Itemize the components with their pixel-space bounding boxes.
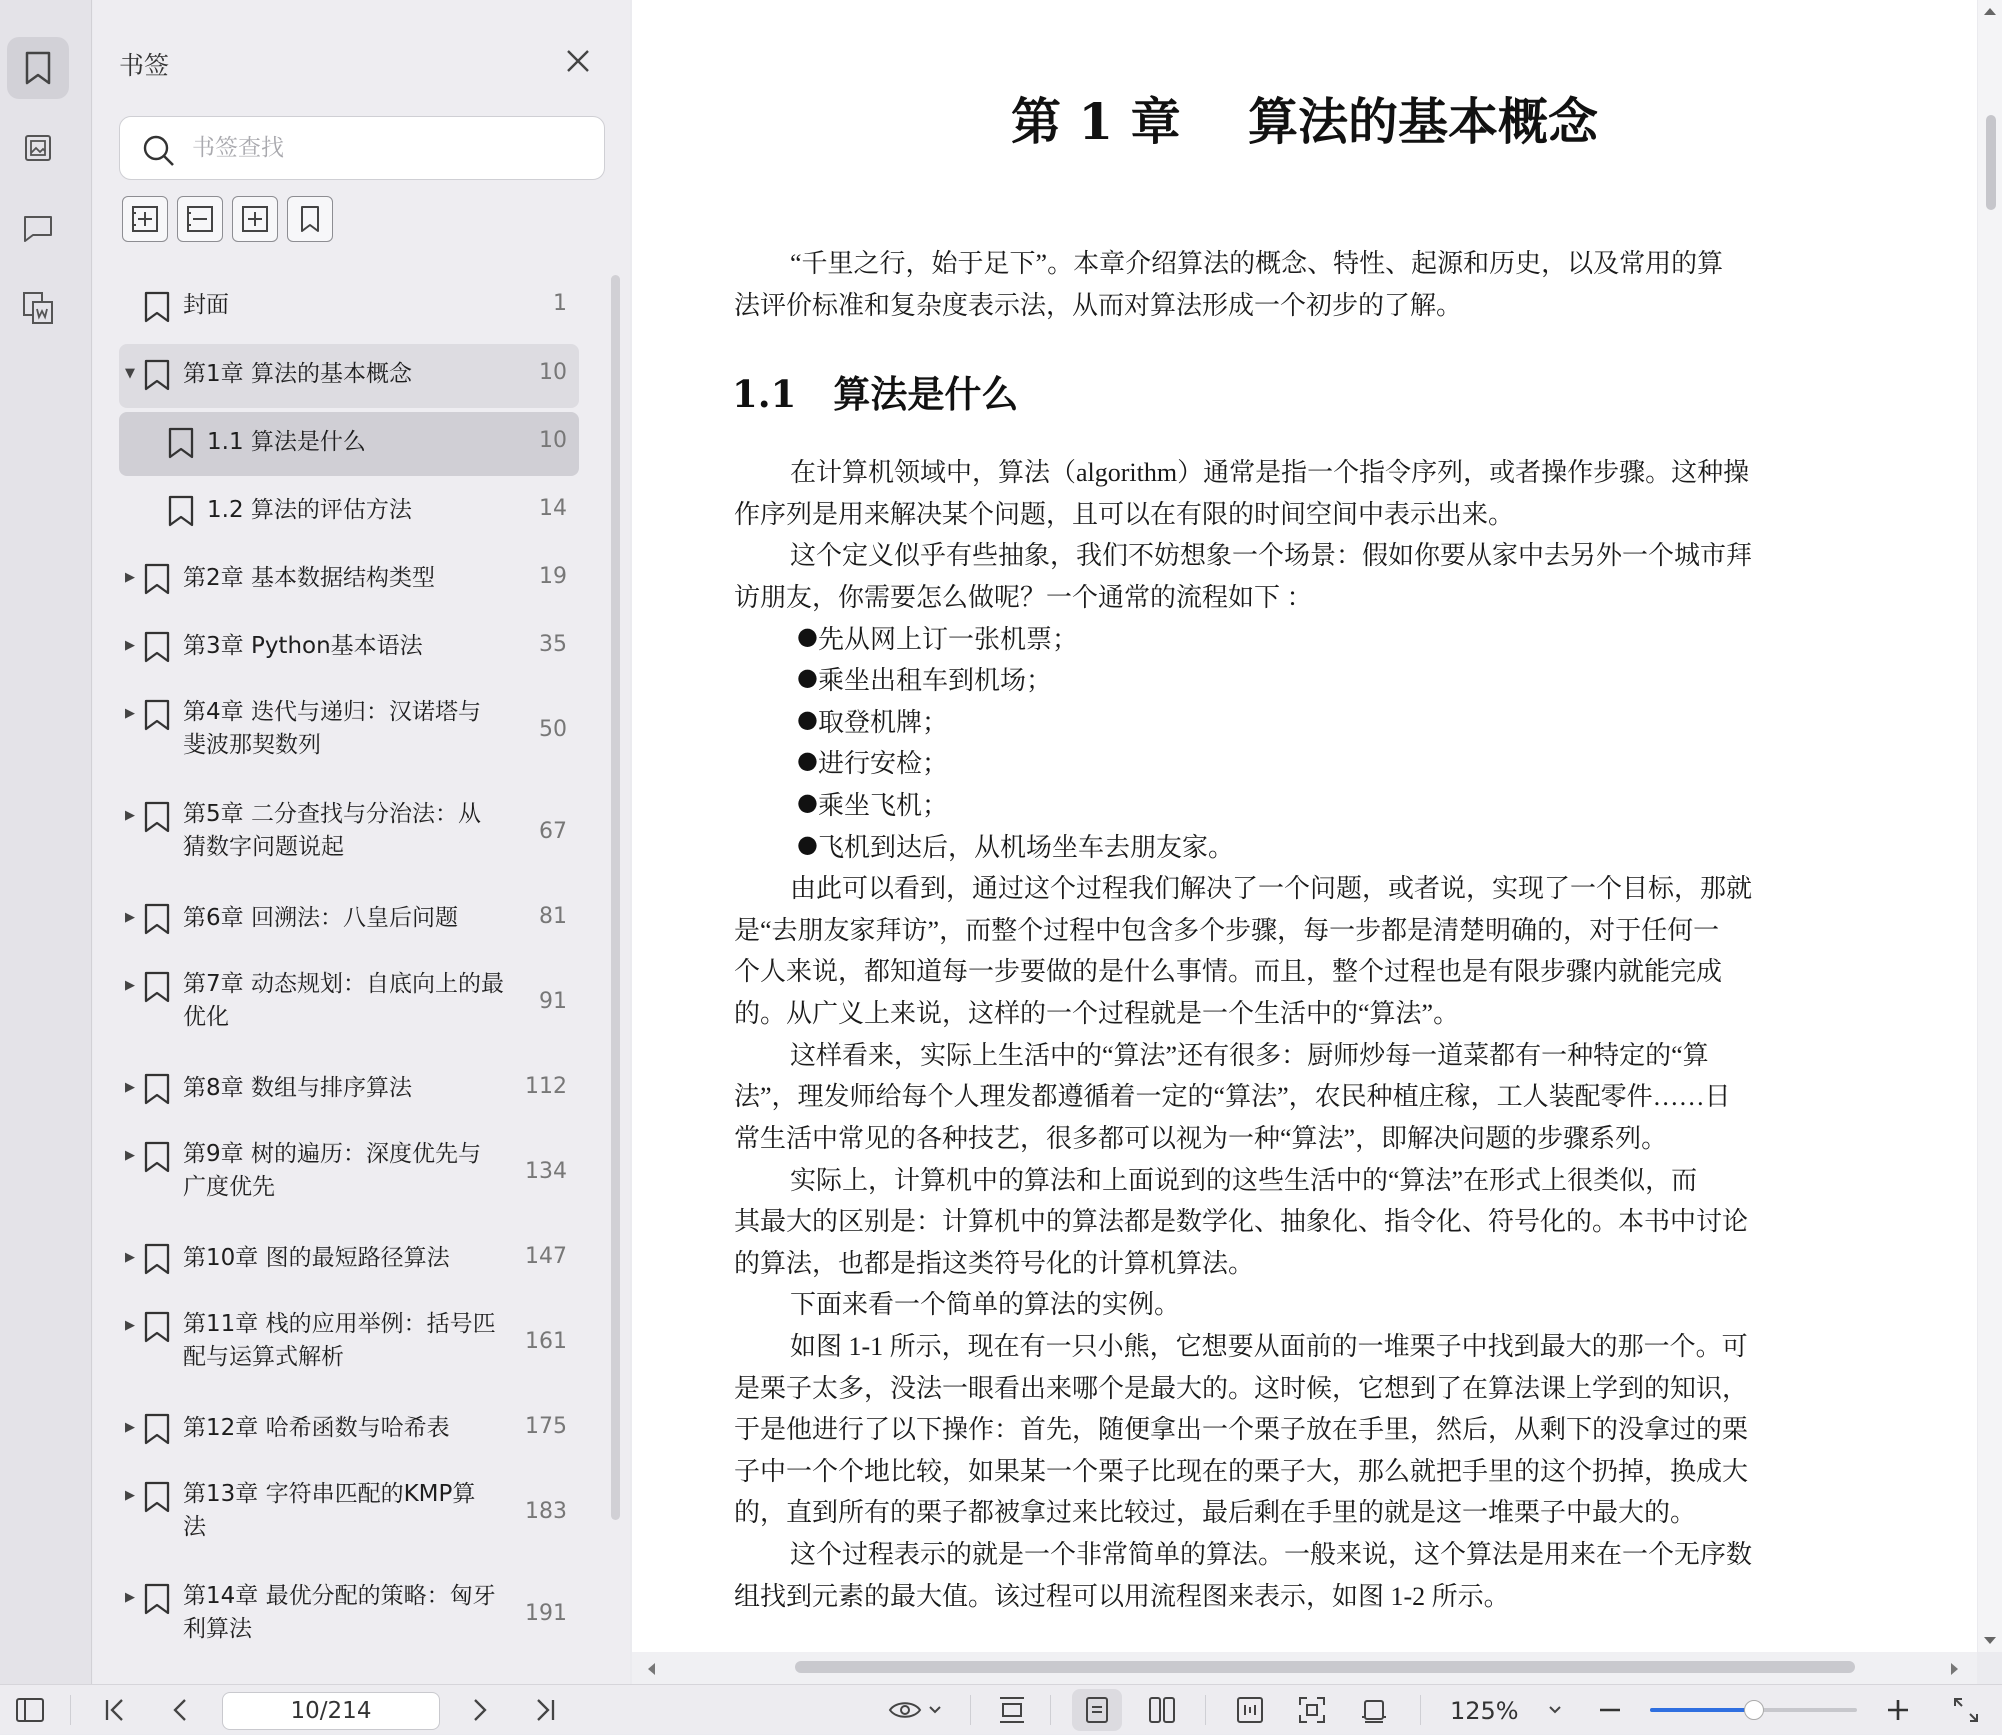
document-vertical-scrollbar[interactable] [1978,0,2002,1652]
scroll-up-icon[interactable] [1983,6,1997,16]
bookmark-label: 第8章 数组与排序算法 [183,1075,412,1101]
bookmark-item[interactable] [119,684,579,782]
bookmark-panel-button[interactable] [7,37,69,99]
expand-all-button[interactable] [122,196,168,242]
bookmark-item[interactable] [119,1296,579,1394]
bookmark-icon [143,699,171,731]
bullet-dot: ● [797,788,818,816]
bullet-dot: ● [797,746,818,774]
bookmark-current-button[interactable] [287,196,333,242]
collapse-all-icon [184,203,216,235]
bookmark-label-line2: 猜数字问题说起 [183,834,344,860]
next-page-button[interactable] [460,1685,500,1735]
scroll-right-icon[interactable] [1950,1662,1960,1676]
bookmark-page: 81 [539,904,567,929]
paragraph-line: 由此可以看到，通过这个过程我们解决了一个问题，或者说，实现了一个目标，那就 [790,874,1753,903]
close-icon [563,46,593,76]
expand-all-icon [129,203,161,235]
bookmark-icon [167,427,195,459]
chevron-right-icon [470,1697,490,1723]
collapsed-triangle-icon[interactable]: ▶ [125,808,135,823]
bookmark-label-line2: 利算法 [183,1616,252,1642]
view-mode-dropdown[interactable] [880,1685,950,1735]
separator [1205,1695,1206,1725]
bookmark-page: 183 [525,1499,567,1524]
bookmark-icon [143,563,171,595]
bullet-dot: ● [797,705,818,733]
expanded-triangle-icon[interactable]: ▼ [125,366,135,381]
bookmark-icon [143,291,171,323]
bookmark-item[interactable] [119,956,579,1054]
image-icon [23,133,53,163]
paragraph-line: 组找到元素的最大值。该过程可以用流程图来表示，如图 1-2 所示。 [734,1582,1510,1611]
zoom-dropdown[interactable] [1540,1685,1570,1735]
plus-icon [1886,1698,1910,1722]
bookmark-item[interactable] [119,548,579,612]
bookmark-item[interactable] [119,272,579,340]
fit-height-icon [997,1695,1027,1725]
bookmark-item[interactable] [119,344,579,408]
bookmark-page: 50 [539,717,567,742]
zoom-in-button[interactable] [1878,1685,1918,1735]
add-bookmark-button[interactable] [232,196,278,242]
bookmark-page: 112 [525,1074,567,1099]
fit-width-icon [1235,1695,1265,1725]
bookmark-label: 1.1 算法是什么 [207,429,366,455]
bookmark-page: 134 [525,1159,567,1184]
paragraph-line: 的算法，也都是指这类符号化的计算机算法。 [734,1249,1255,1278]
paragraph-line: 于是他进行了以下操作：首先，随便拿出一个栗子放在手里，然后，从剩下的没拿过的栗 [734,1415,1749,1444]
bookmark-page: 191 [525,1601,567,1626]
collapsed-triangle-icon[interactable]: ▶ [125,706,135,721]
chevron-down-icon [928,1705,942,1715]
collapsed-triangle-icon[interactable]: ▶ [125,1148,135,1163]
bookmark-item[interactable] [119,1058,579,1122]
first-page-button[interactable] [95,1685,135,1735]
bookmark-label: 第4章 迭代与递归：汉诺塔与 [183,699,481,725]
bookmark-icon [143,1583,171,1615]
fullscreen-button[interactable] [1944,1685,1988,1735]
bookmark-page: 35 [539,632,567,657]
paragraph-line: 法”，理发师给每个人理发都遵循着一定的“算法”，农民种植庄稼，工人装配零件……日 [734,1082,1731,1111]
bookmark-search-input[interactable] [192,131,572,165]
separator [70,1695,71,1725]
bookmark-label: 1.2 算法的评估方法 [207,497,412,523]
eye-icon [888,1699,922,1721]
last-page-icon [533,1697,557,1723]
paragraph-line: 个人来说，都知道每一步要做的是什么事情。而且，整个过程也是有限步骤内就能完成 [734,957,1723,986]
paragraph-line: 是“去朋友家拜访”，而整个过程中包含多个步骤，每一步都是清楚明确的，对于任何一 [734,916,1720,945]
paragraph-line: 这样看来，实际上生活中的“算法”还有很多：厨师炒每一道菜都有一种特定的“算 [790,1041,1709,1070]
collapsed-triangle-icon[interactable]: ▶ [125,1080,135,1095]
bookmark-page: 67 [539,819,567,844]
bookmark-page: 91 [539,989,567,1014]
bookmark-label: 第7章 动态规划：自底向上的最 [183,971,504,997]
bookmark-label: 第3章 Python基本语法 [183,633,423,659]
bookmark-page: 10 [539,360,567,385]
collapsed-triangle-icon[interactable]: ▶ [125,978,135,993]
add-bookmark-icon [239,203,271,235]
minus-icon [1598,1698,1622,1722]
bookmark-list [119,272,579,1684]
collapsed-triangle-icon[interactable]: ▶ [125,910,135,925]
previous-page-button[interactable] [160,1685,200,1735]
bookmark-label: 封面 [183,292,229,318]
collapsed-triangle-icon[interactable]: ▶ [125,638,135,653]
bookmark-item[interactable] [119,1126,579,1224]
bookmark-icon [23,51,53,85]
bookmark-icon [143,801,171,833]
actual-size-icon [1297,1695,1327,1725]
zoom-slider[interactable] [1650,1708,1857,1712]
bookmark-label: 第5章 二分查找与分治法：从 [183,801,481,827]
paragraph-line: 这个定义似乎有些抽象，我们不妨想象一个场景：假如你要从家中去另外一个城市拜 [790,541,1753,570]
zoom-level[interactable]: 125% [1450,1697,1519,1725]
bookmark-icon [143,631,171,663]
zoom-out-button[interactable] [1590,1685,1630,1735]
bookmark-label: 第6章 回溯法：八皇后问题 [183,905,458,931]
bookmark-icon [143,1413,171,1445]
comment-icon [22,213,54,243]
bookmark-search-box [119,116,605,180]
chevron-left-icon [170,1697,190,1723]
bookmark-item[interactable] [119,480,579,544]
attachment-icon [22,291,54,325]
bookmark-outline-icon [294,203,326,235]
bookmark-label-line2: 法 [183,1514,206,1540]
fullscreen-icon [1952,1696,1980,1724]
last-page-button[interactable] [525,1685,565,1735]
two-page-view-button[interactable] [1140,1685,1184,1735]
collapsed-triangle-icon[interactable]: ▶ [125,570,135,585]
bookmark-item[interactable] [119,1228,579,1292]
bookmark-icon [143,971,171,1003]
zoom-slider-fill [1650,1708,1754,1712]
bookmark-label: 第9章 树的遍历：深度优先与 [183,1141,481,1167]
separator [1420,1695,1421,1725]
zoom-slider-knob[interactable] [1744,1700,1764,1720]
comment-panel-button[interactable] [7,197,69,259]
two-page-icon [1147,1695,1177,1725]
paragraph-line: 作序列是用来解决某个问题，且可以在有限的时间空间中表示出来。 [734,500,1515,529]
bookmark-label: 第11章 栈的应用举例：括号匹 [183,1311,496,1337]
list-item: 飞机到达后，从机场坐车去朋友家。 [818,833,1235,862]
bullet-dot: ● [797,830,818,858]
paragraph-line: 子中一个个地比较，如果某一个栗子比现在的栗子大，那么就把手里的这个扔掉，换成大 [734,1457,1749,1486]
bookmark-icon [143,359,171,391]
list-item: 进行安检； [818,749,949,778]
vertical-scroll-thumb[interactable] [1986,115,1996,210]
scroll-left-icon[interactable] [646,1662,656,1676]
bookmark-item-selected[interactable] [119,412,579,476]
collapsed-triangle-icon[interactable]: ▶ [125,1250,135,1265]
bookmark-label-line2: 斐波那契数列 [183,732,321,758]
bullet-dot: ● [797,663,818,691]
paragraph-line: 这个过程表示的就是一个非常简单的算法。一般来说，这个算法是用来在一个无序数 [790,1540,1753,1569]
bookmark-icon [143,1311,171,1343]
paragraph-line: 访朋友，你需要怎么做呢？一个通常的流程如下 ： [734,583,1313,612]
paragraph-line: “千里之行，始于足下”。本章介绍算法的概念、特性、起源和历史，以及常用的算 [790,249,1724,278]
separator [1050,1695,1051,1725]
rotate-icon [1359,1695,1389,1725]
bookmark-label: 第2章 基本数据结构类型 [183,565,435,591]
panel-title: 书签 [119,51,170,80]
bookmark-page: 175 [525,1414,567,1439]
paragraph-line: 如图 1-1 所示，现在有一只小熊，它想要从面前的一堆栗子中找到最大的那一个。可 [790,1332,1748,1361]
paragraph-line: 法评价标准和复杂度表示法，从而对算法形成一个初步的了解。 [734,291,1463,320]
list-item: 乘坐出租车到机场； [818,666,1053,695]
bookmark-page: 161 [525,1329,567,1354]
search-icon [142,134,176,168]
list-item: 乘坐飞机； [818,791,949,820]
single-page-view-button[interactable] [1072,1689,1122,1731]
paragraph-line: 下面来看一个简单的算法的实例。 [790,1290,1181,1319]
fit-page-height-button[interactable] [990,1685,1034,1735]
chevron-down-icon [1548,1705,1562,1715]
bookmark-icon [143,903,171,935]
bookmark-item[interactable] [119,1568,579,1666]
bookmark-item[interactable] [119,1466,579,1564]
paragraph-line: 的。从广义上来说，这样的一个过程就是一个生活中的“算法”。 [734,999,1460,1028]
bookmark-item[interactable] [119,1398,579,1462]
paragraph-line: 其最大的区别是：计算机中的算法都是数学化、抽象化、指令化、符号化的。本书中讨论 [734,1207,1749,1236]
attachment-panel-button[interactable] [7,277,69,339]
bookmark-label: 第1章 算法的基本概念 [183,361,412,387]
bookmark-icon [143,1073,171,1105]
bookmark-label: 第14章 最优分配的策略：匈牙 [183,1583,496,1609]
collapsed-triangle-icon[interactable]: ▶ [125,1420,135,1435]
close-panel-button[interactable] [563,46,593,76]
bookmark-icon [143,1243,171,1275]
bullet-dot: ● [797,622,818,650]
bookmarks-panel [93,0,630,1684]
rotate-page-button[interactable] [1352,1685,1396,1735]
paragraph-line: 是栗子太多，没法一眼看出来哪个是最大的。这时候，它想到了在算法课上学到的知识， [734,1374,1749,1403]
bookmark-icon [143,1141,171,1173]
bookmark-item[interactable] [119,786,579,884]
bookmark-page: 19 [539,564,567,589]
toggle-sidebar-button[interactable] [10,1685,50,1735]
bookmark-page: 1 [553,291,567,316]
bookmark-label: 第13章 字符串匹配的KMP算 [183,1481,476,1507]
first-page-icon [103,1697,127,1723]
bookmark-label-line2: 配与运算式解析 [183,1344,344,1370]
bookmark-page: 14 [539,496,567,521]
fit-width-button[interactable] [1228,1685,1272,1735]
scroll-down-icon[interactable] [1983,1636,1997,1646]
bookmark-icon [167,495,195,527]
bookmark-icon [143,1481,171,1513]
single-page-icon [1084,1695,1110,1725]
paragraph-line: 的，直到所有的栗子都被拿过来比较过，最后剩在手里的就是这一堆栗子中最大的。 [734,1498,1697,1527]
document-page [632,0,1977,1652]
sidebar-toggle-icon [15,1697,45,1723]
bookmark-page: 147 [525,1244,567,1269]
bookmark-label-line2: 广度优先 [183,1174,275,1200]
separator [970,1695,971,1725]
bookmark-list-scrollbar[interactable] [611,275,620,1520]
horizontal-scroll-thumb[interactable] [795,1661,1855,1673]
collapsed-triangle-icon[interactable]: ▶ [125,1318,135,1333]
chapter-title: 第 1 章 算法的基本概念 [1010,92,1598,151]
left-icon-rail [0,0,92,1684]
bookmark-item[interactable] [119,888,579,952]
collapsed-triangle-icon[interactable]: ▶ [125,1590,135,1605]
collapse-all-button[interactable] [177,196,223,242]
bookmark-label: 第10章 图的最短路径算法 [183,1245,450,1271]
bookmark-label: 第12章 哈希函数与哈希表 [183,1415,450,1441]
bookmark-label-line2: 优化 [183,1004,229,1030]
bottom-toolbar [0,1684,2002,1734]
bookmark-item[interactable] [119,616,579,680]
section-title: 1.1 算法是什么 [732,372,1019,416]
paragraph-line: 常生活中常见的各种技艺，很多都可以视为一种“算法”，即解决问题的步骤系列。 [734,1124,1668,1153]
bookmark-page: 10 [539,428,567,453]
page-number-input[interactable] [222,1692,440,1730]
list-item: 先从网上订一张机票； [818,625,1079,654]
thumbnail-panel-button[interactable] [7,117,69,179]
collapsed-triangle-icon[interactable]: ▶ [125,1488,135,1503]
paragraph-line: 在计算机领域中，算法（algorithm）通常是指一个指令序列，或者操作步骤。这种操 [790,458,1750,487]
actual-size-button[interactable] [1290,1685,1334,1735]
list-item: 取登机牌； [818,708,949,737]
paragraph-line: 实际上，计算机中的算法和上面说到的这些生活中的“算法”在形式上很类似，而 [790,1166,1698,1195]
